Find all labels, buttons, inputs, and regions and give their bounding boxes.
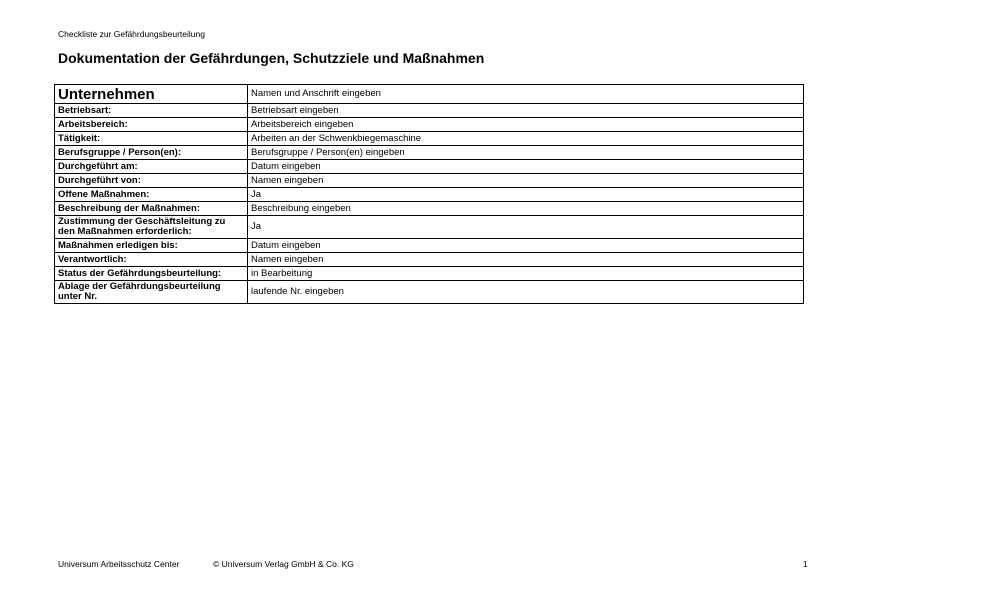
row-value-field[interactable]: Betriebsart eingeben [248, 104, 804, 118]
row-label: Verantwortlich: [55, 253, 248, 267]
table-row [55, 118, 804, 132]
row-label: Status der Gefährdungsbeurteilung: [55, 267, 248, 281]
row-label: Beschreibung der Maßnahmen: [55, 202, 248, 216]
table-row [55, 281, 804, 304]
row-label: Ablage der Gefährdungsbeurteilung unter Nr. [55, 281, 248, 304]
assessment-form-table [54, 84, 804, 304]
row-value-field[interactable]: Datum eingeben [248, 239, 804, 253]
table-row [55, 253, 804, 267]
row-value-field[interactable]: Namen eingeben [248, 174, 804, 188]
footer-publisher: Universum Arbeitsschutz Center [58, 559, 180, 569]
row-value-field[interactable]: Beschreibung eingeben [248, 202, 804, 216]
row-value-field[interactable]: Ja [248, 188, 804, 202]
row-value-field[interactable]: Namen eingeben [248, 253, 804, 267]
table-row [55, 174, 804, 188]
row-value-field[interactable]: Ja [248, 216, 804, 239]
row-value-field[interactable]: Arbeitsbereich eingeben [248, 118, 804, 132]
page-title: Dokumentation der Gefährdungen, Schutzziele und Maßnahmen [58, 50, 485, 66]
page-number: 1 [803, 559, 808, 569]
row-label: Maßnahmen erledigen bis: [55, 239, 248, 253]
table-row [55, 160, 804, 174]
row-label: Durchgeführt am: [55, 160, 248, 174]
table-row [55, 188, 804, 202]
row-value-field[interactable]: Datum eingeben [248, 160, 804, 174]
table-row [55, 104, 804, 118]
row-value-field[interactable]: Arbeiten an der Schwenkbiegemaschine [248, 132, 804, 146]
row-value-field[interactable]: Berufsgruppe / Person(en) eingeben [248, 146, 804, 160]
row-label: Arbeitsbereich: [55, 118, 248, 132]
row-value-field[interactable]: laufende Nr. eingeben [248, 281, 804, 304]
row-label: Tätigkeit: [55, 132, 248, 146]
row-label: Durchgeführt von: [55, 174, 248, 188]
table-row [55, 216, 804, 239]
row-value-field[interactable]: in Bearbeitung [248, 267, 804, 281]
row-label: Zustimmung der Geschäftsleitung zu den Maßnahmen erforderlich: [55, 216, 248, 239]
table-row [55, 85, 804, 104]
row-value-field[interactable]: Namen und Anschrift eingeben [248, 85, 804, 104]
running-header: Checkliste zur Gefährdungsbeurteilung [58, 29, 205, 39]
row-label: Offene Maßnahmen: [55, 188, 248, 202]
table-row [55, 202, 804, 216]
footer-copyright: © Universum Verlag GmbH & Co. KG [213, 559, 354, 569]
table-row [55, 239, 804, 253]
table-row [55, 146, 804, 160]
row-label: Berufsgruppe / Person(en): [55, 146, 248, 160]
table-row [55, 132, 804, 146]
row-label: Betriebsart: [55, 104, 248, 118]
table-row [55, 267, 804, 281]
row-label: Unternehmen [55, 85, 248, 104]
